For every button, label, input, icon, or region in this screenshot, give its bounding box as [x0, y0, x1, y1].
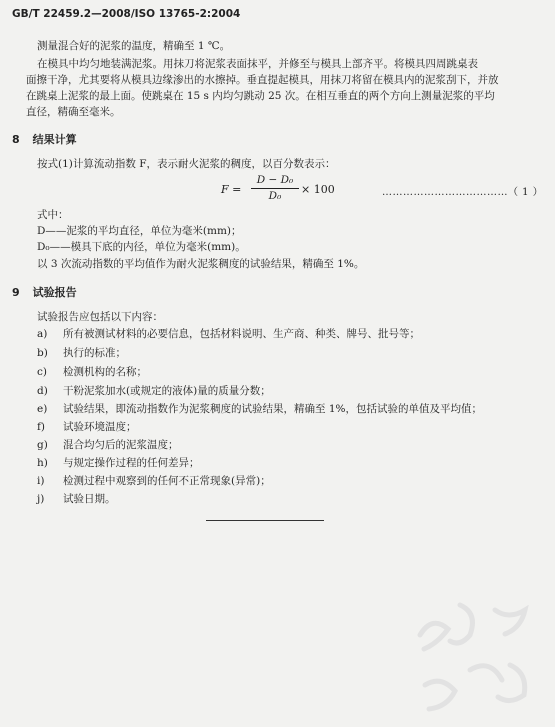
- fraction-bar: [251, 188, 299, 189]
- list-item-text: 试验环境温度；: [63, 421, 137, 433]
- list-item-label: g): [37, 439, 48, 451]
- list-item-text: 试验结果，即流动指数作为泥浆稠度的试验结果，精确至 1%，包括试验的单值及平均值；: [63, 403, 482, 415]
- list-item-text: 与规定操作过程的任何差异；: [63, 457, 200, 469]
- definition-d: D——泥浆的平均直径，单位为毫米(mm)；: [37, 225, 242, 237]
- list-item-text: 检测机构的名称；: [63, 366, 147, 378]
- paragraph-procedure-line-3: 在跳桌上泥浆的最上面。使跳桌在 15 s 内均匀跳动 25 次。在相互垂直的两个方向上测量泥浆的平均: [26, 90, 495, 102]
- paragraph-procedure-line-4: 直径，精确至毫米。: [26, 106, 121, 118]
- section-9-title: 试验报告: [32, 286, 77, 299]
- section-9-heading: [12, 284, 77, 300]
- formula-rhs: × 100: [301, 183, 335, 196]
- watermark-stamp: [400, 575, 550, 725]
- standard-header: GB/T 22459.2—2008/ISO 13765-2:2004: [12, 8, 241, 20]
- section-8-intro: 按式(1)计算流动指数 F，表示耐火泥浆的稠度，以百分数表示：: [37, 158, 336, 170]
- list-item-label: h): [37, 457, 48, 469]
- where-label: 式中：: [37, 209, 69, 221]
- formula-numerator: D − D₀: [256, 174, 294, 186]
- formula-lhs: F =: [221, 183, 242, 196]
- paragraph-temperature: 测量混合好的泥浆的温度，精确至 1 ℃。: [37, 40, 231, 52]
- formula-fraction: [251, 174, 299, 203]
- end-rule: [206, 520, 324, 521]
- section-8-title: 结果计算: [32, 133, 77, 146]
- list-item-text: 混合均匀后的泥浆温度；: [63, 439, 179, 451]
- list-item-label: d): [37, 385, 48, 397]
- section-9-number: 9: [12, 286, 20, 299]
- list-item-label: c): [37, 366, 47, 378]
- list-item-label: i): [37, 475, 45, 487]
- paragraph-procedure-line-1: 在模具中均匀地装满泥浆。用抹刀将泥浆表面抹平，并修至与模具上部齐平。将模具四周跳桌表: [37, 58, 478, 70]
- definition-d0: D₀——模具下底的内径，单位为毫米(mm)。: [37, 241, 246, 253]
- list-item-label: j): [37, 493, 45, 505]
- list-item-label: a): [37, 328, 48, 340]
- list-item-text: 执行的标准；: [63, 347, 126, 359]
- list-item-label: f): [37, 421, 45, 433]
- section-8-heading: [12, 131, 77, 147]
- paragraph-procedure-line-2: 面擦干净，尤其要将从模具边缘渗出的水擦掉。垂直提起模具，用抹刀将留在模具内的泥浆刮下，并放: [26, 74, 499, 86]
- result-conclusion: 以 3 次流动指数的平均值作为耐火泥浆稠度的试验结果，精确至 1%。: [37, 258, 365, 270]
- list-item-text: 干粉泥浆加水(或规定的液体)量的质量分数；: [63, 385, 271, 397]
- list-item-text: 检测过程中观察到的任何不正常现象(异常)；: [63, 475, 271, 487]
- list-item-label: b): [37, 347, 48, 359]
- section-8-number: 8: [12, 133, 20, 146]
- formula-denominator: D₀: [268, 190, 282, 202]
- section-9-intro: 试验报告应包括以下内容：: [37, 311, 163, 323]
- list-item-label: e): [37, 403, 48, 415]
- equation-number: ………………………………（ 1 ）: [382, 187, 544, 198]
- list-item-text: 所有被测试材料的必要信息，包括材料说明、生产商、种类、牌号、批号等；: [63, 328, 420, 340]
- list-item-text: 试验日期。: [63, 493, 116, 505]
